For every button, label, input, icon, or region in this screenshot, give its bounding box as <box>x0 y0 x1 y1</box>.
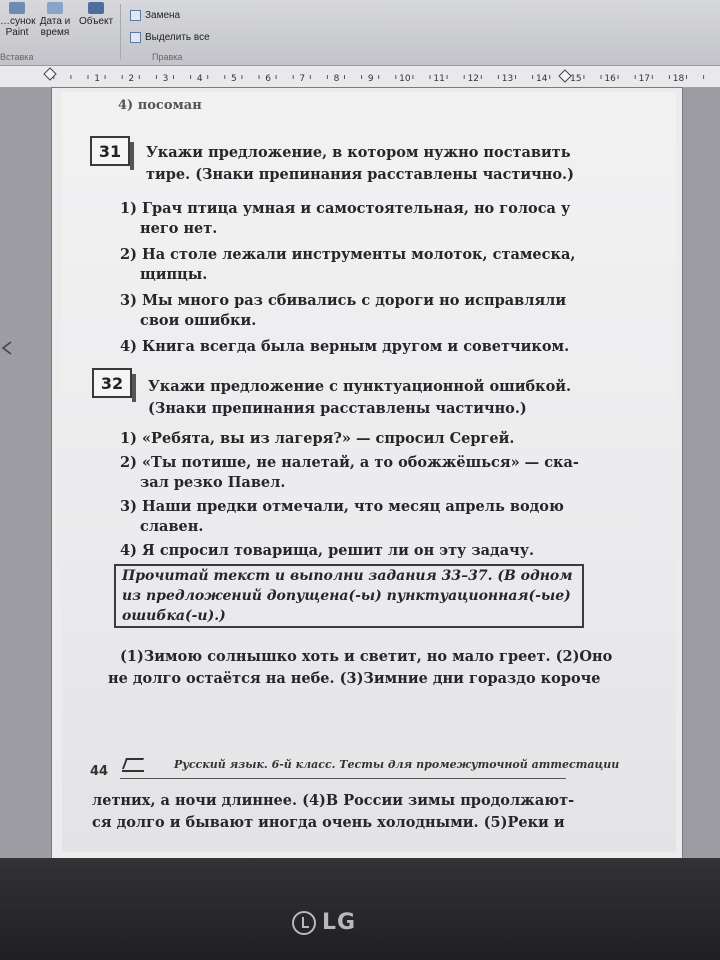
book-icon <box>122 756 144 772</box>
edit-group-label: Правка <box>152 52 183 62</box>
book-title-footer: Русский язык. 6-й класс. Тесты для промежуточной аттестации <box>174 758 620 771</box>
q31-option-4: 4) Книга всегда была верным другом и советчиком. <box>120 338 570 355</box>
q32-option-2-line2: зал резко Павел. <box>140 474 286 491</box>
q32-option-1: 1) «Ребята, вы из лагеря?» — спросил Сергей. <box>120 430 515 447</box>
q31-option-1-line2: него нет. <box>140 220 218 237</box>
ribbon-separator <box>120 4 121 60</box>
q31-option-1-line1: 1) Грач птица умная и самостоятельная, но голоса у <box>120 200 571 217</box>
q32-option-3-line2: славен. <box>140 518 204 535</box>
ruler-number: 12 <box>467 74 480 84</box>
next-page-text-line1: летних, а ночи длиннее. (4)В России зимы продолжают- <box>92 792 575 809</box>
date-time-button[interactable] <box>36 2 74 38</box>
ruler-number: 8 <box>333 74 340 84</box>
task-instruction-line1: Прочитай текст и выполни задания 33–37. (В одном <box>122 568 573 584</box>
previous-option-fragment: 4) посоман <box>118 98 202 113</box>
replace-icon <box>130 10 141 21</box>
q31-option-3-line2: свои ошибки. <box>140 312 257 329</box>
ruler-number: 4 <box>196 74 203 84</box>
ribbon-toolbar <box>0 0 720 66</box>
ruler-number: 17 <box>638 74 651 84</box>
select-all-button[interactable] <box>130 32 210 43</box>
ruler-number: 3 <box>162 74 169 84</box>
footer-divider <box>120 778 566 779</box>
insert-object-label: Объект <box>78 16 114 27</box>
ruler-number: 18 <box>672 74 685 84</box>
ruler-number: 9 <box>367 74 374 84</box>
q31-prompt-line1: Укажи предложение, в котором нужно поставить <box>146 144 571 161</box>
q31-option-3-line1: 3) Мы много раз сбивались с дороги но исправляли <box>120 292 567 309</box>
ruler-number: 14 <box>535 74 548 84</box>
q31-prompt-line2: тире. (Знаки препинания расставлены частично.) <box>146 166 574 183</box>
reading-text-line2: не долго остаётся на небе. (3)Зимние дни гораздо короче <box>108 670 601 687</box>
replace-button[interactable] <box>130 10 180 21</box>
ruler-number: 11 <box>433 74 445 84</box>
scanned-textbook-page <box>62 92 676 852</box>
ruler-number: 2 <box>128 74 135 84</box>
date-time-label: Дата и время <box>39 16 71 38</box>
select-all-label: Выделить все <box>145 32 210 43</box>
calendar-icon <box>47 2 63 14</box>
q32-option-2-line1: 2) «Ты потише, не налетай, а то обожжёшься» — ска- <box>120 454 579 471</box>
paint-drawing-button[interactable] <box>0 2 34 38</box>
paint-icon <box>9 2 25 14</box>
ruler-number: 16 <box>604 74 616 84</box>
task-instruction-line2: из предложений допущена(-ы) пунктуационная(-ые) <box>122 588 571 604</box>
monitor-bezel <box>0 858 720 960</box>
next-page-text-line2: ся долго и бывают иногда очень холодными. (5)Реки и <box>92 814 565 831</box>
lg-logo-icon <box>292 911 316 935</box>
question-number-31: 31 <box>90 136 130 166</box>
ruler-number: 6 <box>265 74 271 84</box>
insert-group-label: Вставка <box>0 52 34 62</box>
page-number: 44 <box>90 764 109 779</box>
select-all-icon <box>130 32 141 43</box>
object-icon <box>88 2 104 14</box>
q31-option-2-line1: 2) На столе лежали инструменты молоток, стамеска, <box>120 246 576 263</box>
ruler-number: 7 <box>299 74 306 84</box>
task-instruction-line3: ошибка(-и).) <box>122 608 226 624</box>
ruler-ticks <box>0 66 720 88</box>
q32-option-4: 4) Я спросил товарища, решит ли он эту задачу. <box>120 542 535 559</box>
insert-object-button[interactable] <box>76 2 116 27</box>
ruler-number: 10 <box>399 74 411 84</box>
horizontal-ruler[interactable] <box>0 66 720 88</box>
q32-prompt-line2: (Знаки препинания расставлены частично.) <box>148 400 527 417</box>
reading-text-line1: (1)Зимою солнышко хоть и светит, но мало греет. (2)Оно <box>120 648 613 665</box>
ruler-number: 5 <box>231 74 237 84</box>
paint-drawing-label: …сунок Paint <box>0 16 36 38</box>
monitor-brand-logo <box>292 910 356 935</box>
task-instruction-box <box>114 564 584 628</box>
q32-prompt-line1: Укажи предложение с пунктуационной ошибкой. <box>148 378 572 395</box>
ruler-number: 15 <box>570 74 582 84</box>
replace-label: Замена <box>145 10 181 21</box>
q32-option-3-line1: 3) Наши предки отмечали, что месяц апрель водою <box>120 498 564 515</box>
q31-option-2-line2: щипцы. <box>140 266 208 283</box>
monitor-brand-text: LG <box>322 910 357 935</box>
ruler-number: 13 <box>501 74 514 84</box>
margin-arrow-icon <box>0 340 12 356</box>
ruler-number: 1 <box>94 74 100 84</box>
question-number-32: 32 <box>92 368 132 398</box>
